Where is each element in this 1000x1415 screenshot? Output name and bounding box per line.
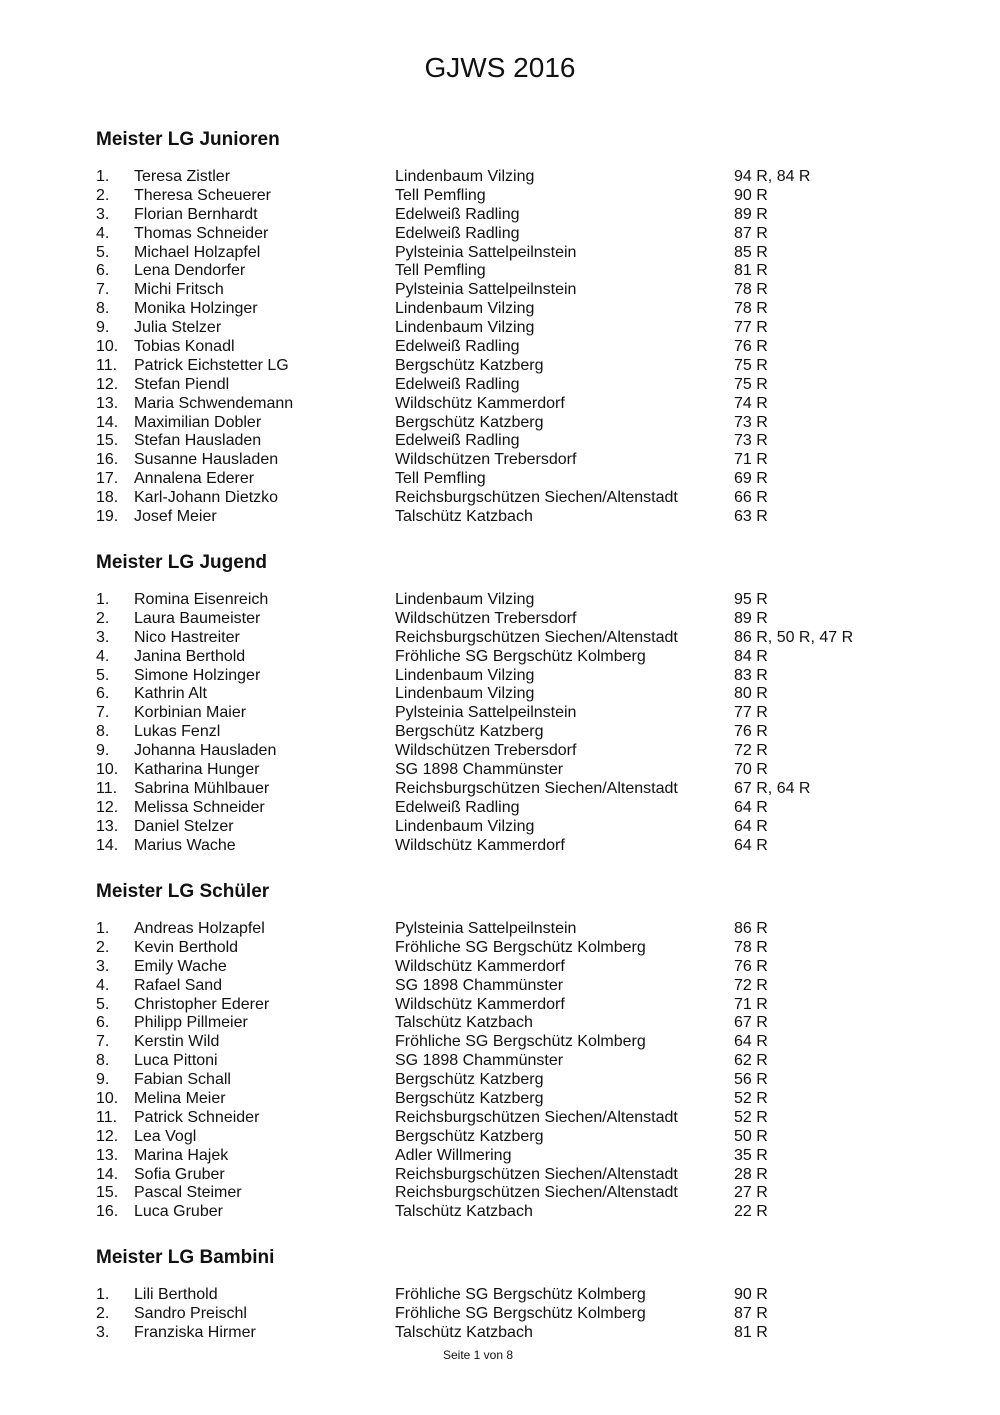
name-cell: Korbinian Maier xyxy=(134,704,247,722)
result-row xyxy=(96,1324,916,1343)
name-cell: Marina Hajek xyxy=(134,1146,229,1164)
result-row xyxy=(96,1052,916,1071)
score-cell: 64 R xyxy=(734,817,768,835)
rank-cell: 12. xyxy=(96,798,119,816)
rank-cell: 14. xyxy=(96,1165,119,1183)
score-cell: 64 R xyxy=(734,1033,768,1051)
rank-cell: 6. xyxy=(96,262,110,280)
score-cell: 52 R xyxy=(734,1108,768,1126)
score-cell: 27 R xyxy=(734,1184,768,1202)
result-row xyxy=(96,319,916,338)
club-cell: Bergschütz Katzberg xyxy=(395,1090,544,1108)
rank-cell: 4. xyxy=(96,976,110,994)
score-cell: 89 R xyxy=(734,205,768,223)
club-cell: Edelweiß Radling xyxy=(395,224,520,242)
name-cell: Theresa Scheuerer xyxy=(134,186,271,204)
rank-cell: 1. xyxy=(96,920,110,937)
result-row xyxy=(96,958,916,977)
score-cell: 71 R xyxy=(734,451,768,469)
club-cell: Bergschütz Katzberg xyxy=(395,413,544,431)
result-row xyxy=(96,395,916,414)
section-heading: Meister LG Junioren xyxy=(96,129,280,150)
name-cell: Stefan Piendl xyxy=(134,375,230,393)
club-cell: Fröhliche SG Bergschütz Kolmberg xyxy=(395,1286,646,1303)
rank-cell: 14. xyxy=(96,836,119,854)
rank-cell: 11. xyxy=(96,779,118,797)
rank-cell: 2. xyxy=(96,938,110,956)
rank-cell: 8. xyxy=(96,723,110,741)
name-cell: Laura Baumeister xyxy=(134,609,261,627)
rank-cell: 19. xyxy=(96,508,119,526)
result-row xyxy=(96,996,916,1015)
section-jugend xyxy=(96,551,916,855)
score-cell: 50 R xyxy=(734,1127,768,1145)
rank-cell: 1. xyxy=(96,591,110,608)
score-cell: 85 R xyxy=(734,243,768,261)
rank-cell: 16. xyxy=(96,451,119,469)
result-row xyxy=(96,1166,916,1185)
result-row xyxy=(96,206,916,225)
club-cell: Pylsteinia Sattelpeilnstein xyxy=(395,704,577,722)
club-cell: Edelweiß Radling xyxy=(395,338,520,356)
result-row xyxy=(96,1090,916,1109)
name-cell: Kevin Berthold xyxy=(134,938,239,956)
result-row xyxy=(96,1071,916,1090)
name-cell: Lena Dendorfer xyxy=(134,262,246,280)
rank-cell: 2. xyxy=(96,1304,110,1322)
name-cell: Kathrin Alt xyxy=(134,685,207,703)
name-cell: Kerstin Wild xyxy=(134,1033,220,1051)
name-cell: Andreas Holzapfel xyxy=(134,920,265,937)
section-junioren xyxy=(96,128,916,527)
result-row xyxy=(96,591,916,610)
rank-cell: 14. xyxy=(96,413,119,431)
rank-cell: 6. xyxy=(96,1014,110,1032)
name-cell: Thomas Schneider xyxy=(134,224,269,242)
rank-cell: 1. xyxy=(96,168,110,185)
club-cell: Bergschütz Katzberg xyxy=(395,356,544,374)
name-cell: Maximilian Dobler xyxy=(134,413,262,431)
rank-cell: 3. xyxy=(96,957,110,975)
rank-cell: 10. xyxy=(96,1090,119,1108)
name-cell: Annalena Ederer xyxy=(134,470,255,488)
result-row xyxy=(96,508,916,527)
club-cell: Lindenbaum Vilzing xyxy=(395,817,535,835)
score-cell: 67 R xyxy=(734,1014,768,1032)
name-cell: Karl-Johann Dietzko xyxy=(134,489,279,507)
rank-cell: 10. xyxy=(96,761,119,779)
section-heading: Meister LG Bambini xyxy=(96,1247,275,1268)
score-cell: 64 R xyxy=(734,798,768,816)
rank-cell: 9. xyxy=(96,319,110,337)
club-cell: Lindenbaum Vilzing xyxy=(395,666,535,684)
club-cell: Tell Pemfling xyxy=(395,470,486,488)
club-cell: Reichsburgschützen Siechen/Altenstadt xyxy=(395,489,678,507)
result-row xyxy=(96,470,916,489)
score-cell: 69 R xyxy=(734,470,768,488)
score-cell: 94 R, 84 R xyxy=(734,168,811,185)
results-list xyxy=(96,168,916,527)
score-cell: 72 R xyxy=(734,742,768,760)
score-cell: 72 R xyxy=(734,976,768,994)
score-cell: 76 R xyxy=(734,723,768,741)
rank-cell: 15. xyxy=(96,432,119,450)
result-row xyxy=(96,244,916,263)
result-row xyxy=(96,432,916,451)
name-cell: Fabian Schall xyxy=(134,1071,231,1089)
name-cell: Patrick Eichstetter LG xyxy=(134,356,289,374)
rank-cell: 7. xyxy=(96,281,110,299)
name-cell: Marius Wache xyxy=(134,836,236,854)
result-row xyxy=(96,489,916,508)
score-cell: 84 R xyxy=(734,647,768,665)
result-row xyxy=(96,281,916,300)
club-cell: Reichsburgschützen Siechen/Altenstadt xyxy=(395,1165,678,1183)
name-cell: Janina Berthold xyxy=(134,647,246,665)
result-row xyxy=(96,977,916,996)
result-row xyxy=(96,704,916,723)
name-cell: Michael Holzapfel xyxy=(134,243,261,261)
rank-cell: 9. xyxy=(96,1071,110,1089)
name-cell: Susanne Hausladen xyxy=(134,451,279,469)
score-cell: 77 R xyxy=(734,319,768,337)
rank-cell: 5. xyxy=(96,995,110,1013)
result-row xyxy=(96,629,916,648)
club-cell: Edelweiß Radling xyxy=(395,798,520,816)
result-row xyxy=(96,667,916,686)
rank-cell: 5. xyxy=(96,666,110,684)
result-row xyxy=(96,262,916,281)
score-cell: 76 R xyxy=(734,338,768,356)
club-cell: Fröhliche SG Bergschütz Kolmberg xyxy=(395,1304,646,1322)
score-cell: 73 R xyxy=(734,413,768,431)
name-cell: Katharina Hunger xyxy=(134,761,260,779)
result-row xyxy=(96,1109,916,1128)
score-cell: 87 R xyxy=(734,224,768,242)
score-cell: 74 R xyxy=(734,394,768,412)
club-cell: Bergschütz Katzberg xyxy=(395,1071,544,1089)
result-row xyxy=(96,451,916,470)
rank-cell: 11. xyxy=(96,1108,118,1126)
rank-cell: 2. xyxy=(96,186,110,204)
score-cell: 66 R xyxy=(734,489,768,507)
rank-cell: 9. xyxy=(96,742,110,760)
result-row xyxy=(96,414,916,433)
result-row xyxy=(96,799,916,818)
score-cell: 63 R xyxy=(734,508,768,526)
rank-cell: 12. xyxy=(96,375,119,393)
result-row xyxy=(96,1147,916,1166)
score-cell: 70 R xyxy=(734,761,768,779)
name-cell: Philipp Pillmeier xyxy=(134,1014,248,1032)
rank-cell: 3. xyxy=(96,1323,110,1341)
result-row xyxy=(96,1286,916,1305)
score-cell: 67 R, 64 R xyxy=(734,779,811,797)
name-cell: Monika Holzinger xyxy=(134,300,258,318)
result-row xyxy=(96,1305,916,1324)
result-row xyxy=(96,761,916,780)
name-cell: Luca Gruber xyxy=(134,1203,223,1221)
result-row xyxy=(96,920,916,939)
name-cell: Lili Berthold xyxy=(134,1286,218,1303)
score-cell: 86 R xyxy=(734,920,768,937)
name-cell: Rafael Sand xyxy=(134,976,223,994)
name-cell: Josef Meier xyxy=(134,508,217,526)
name-cell: Patrick Schneider xyxy=(134,1108,260,1126)
score-cell: 78 R xyxy=(734,300,768,318)
club-cell: Fröhliche SG Bergschütz Kolmberg xyxy=(395,647,646,665)
name-cell: Florian Bernhardt xyxy=(134,205,258,223)
score-cell: 52 R xyxy=(734,1090,768,1108)
results-list xyxy=(96,920,916,1222)
name-cell: Michi Fritsch xyxy=(134,281,224,299)
score-cell: 64 R xyxy=(734,836,768,854)
club-cell: Edelweiß Radling xyxy=(395,375,520,393)
club-cell: Lindenbaum Vilzing xyxy=(395,168,535,185)
club-cell: Wildschütz Kammerdorf xyxy=(395,995,565,1013)
score-cell: 75 R xyxy=(734,356,768,374)
score-cell: 81 R xyxy=(734,262,768,280)
club-cell: SG 1898 Chammünster xyxy=(395,1052,564,1070)
club-cell: Wildschützen Trebersdorf xyxy=(395,451,577,469)
club-cell: Fröhliche SG Bergschütz Kolmberg xyxy=(395,1033,646,1051)
name-cell: Stefan Hausladen xyxy=(134,432,262,450)
result-row xyxy=(96,225,916,244)
result-row xyxy=(96,300,916,319)
name-cell: Tobias Konadl xyxy=(134,338,235,356)
score-cell: 28 R xyxy=(734,1165,768,1183)
rank-cell: 8. xyxy=(96,300,110,318)
club-cell: Lindenbaum Vilzing xyxy=(395,685,535,703)
score-cell: 75 R xyxy=(734,375,768,393)
club-cell: Reichsburgschützen Siechen/Altenstadt xyxy=(395,779,678,797)
section-bambini xyxy=(96,1246,916,1343)
result-row xyxy=(96,187,916,206)
club-cell: Tell Pemfling xyxy=(395,186,486,204)
rank-cell: 13. xyxy=(96,1146,119,1164)
rank-cell: 4. xyxy=(96,224,110,242)
club-cell: SG 1898 Chammünster xyxy=(395,976,564,994)
rank-cell: 18. xyxy=(96,489,119,507)
score-cell: 83 R xyxy=(734,666,768,684)
result-row xyxy=(96,648,916,667)
club-cell: Bergschütz Katzberg xyxy=(395,1127,544,1145)
club-cell: Wildschütz Kammerdorf xyxy=(395,957,565,975)
club-cell: Wildschütz Kammerdorf xyxy=(395,836,565,854)
score-cell: 22 R xyxy=(734,1203,768,1221)
rank-cell: 2. xyxy=(96,609,110,627)
result-row xyxy=(96,685,916,704)
results-list xyxy=(96,1286,916,1343)
score-cell: 78 R xyxy=(734,281,768,299)
club-cell: Lindenbaum Vilzing xyxy=(395,319,535,337)
name-cell: Melina Meier xyxy=(134,1090,226,1108)
page-title: GJWS 2016 xyxy=(424,52,576,83)
club-cell: Adler Willmering xyxy=(395,1146,512,1164)
score-cell: 90 R xyxy=(734,1286,768,1303)
rank-cell: 11. xyxy=(96,356,118,374)
club-cell: Pylsteinia Sattelpeilnstein xyxy=(395,281,577,299)
results-list xyxy=(96,591,916,855)
result-row xyxy=(96,168,916,187)
name-cell: Daniel Stelzer xyxy=(134,817,234,835)
section-heading: Meister LG Schüler xyxy=(96,881,270,902)
score-cell: 76 R xyxy=(734,957,768,975)
result-row xyxy=(96,1033,916,1052)
result-row xyxy=(96,357,916,376)
score-cell: 86 R, 50 R, 47 R xyxy=(734,628,854,646)
rank-cell: 3. xyxy=(96,205,110,223)
rank-cell: 17. xyxy=(96,470,119,488)
name-cell: Lukas Fenzl xyxy=(134,723,221,741)
result-row xyxy=(96,338,916,357)
score-cell: 87 R xyxy=(734,1304,768,1322)
section-heading: Meister LG Jugend xyxy=(96,552,268,573)
name-cell: Sofia Gruber xyxy=(134,1165,225,1183)
rank-cell: 13. xyxy=(96,394,119,412)
club-cell: Tell Pemfling xyxy=(395,262,486,280)
rank-cell: 1. xyxy=(96,1286,110,1303)
club-cell: Bergschütz Katzberg xyxy=(395,723,544,741)
name-cell: Sandro Preischl xyxy=(134,1304,247,1322)
result-row xyxy=(96,1184,916,1203)
rank-cell: 7. xyxy=(96,704,110,722)
score-cell: 89 R xyxy=(734,609,768,627)
club-cell: Pylsteinia Sattelpeilnstein xyxy=(395,920,577,937)
name-cell: Maria Schwendemann xyxy=(134,394,294,412)
club-cell: Pylsteinia Sattelpeilnstein xyxy=(395,243,577,261)
name-cell: Lea Vogl xyxy=(134,1127,197,1145)
name-cell: Emily Wache xyxy=(134,957,227,975)
result-row xyxy=(96,376,916,395)
score-cell: 80 R xyxy=(734,685,768,703)
score-cell: 78 R xyxy=(734,938,768,956)
result-row xyxy=(96,939,916,958)
result-row xyxy=(96,1203,916,1222)
score-cell: 62 R xyxy=(734,1052,768,1070)
rank-cell: 16. xyxy=(96,1203,119,1221)
club-cell: SG 1898 Chammünster xyxy=(395,761,564,779)
club-cell: Edelweiß Radling xyxy=(395,432,520,450)
name-cell: Christopher Ederer xyxy=(134,995,270,1013)
result-row xyxy=(96,818,916,837)
name-cell: Sabrina Mühlbauer xyxy=(134,779,270,797)
score-cell: 81 R xyxy=(734,1323,768,1341)
club-cell: Wildschützen Trebersdorf xyxy=(395,742,577,760)
rank-cell: 6. xyxy=(96,685,110,703)
name-cell: Romina Eisenreich xyxy=(134,591,269,608)
rank-cell: 4. xyxy=(96,647,110,665)
club-cell: Lindenbaum Vilzing xyxy=(395,591,535,608)
club-cell: Edelweiß Radling xyxy=(395,205,520,223)
club-cell: Talschütz Katzbach xyxy=(395,1203,533,1221)
club-cell: Fröhliche SG Bergschütz Kolmberg xyxy=(395,938,646,956)
club-cell: Wildschützen Trebersdorf xyxy=(395,609,577,627)
result-row xyxy=(96,1128,916,1147)
result-row xyxy=(96,837,916,856)
rank-cell: 10. xyxy=(96,338,119,356)
result-row xyxy=(96,780,916,799)
name-cell: Pascal Steimer xyxy=(134,1184,242,1202)
section-schueler xyxy=(96,880,916,1222)
score-cell: 77 R xyxy=(734,704,768,722)
club-cell: Talschütz Katzbach xyxy=(395,1014,533,1032)
score-cell: 56 R xyxy=(734,1071,768,1089)
club-cell: Reichsburgschützen Siechen/Altenstadt xyxy=(395,628,678,646)
rank-cell: 13. xyxy=(96,817,119,835)
club-cell: Reichsburgschützen Siechen/Altenstadt xyxy=(395,1184,678,1202)
club-cell: Talschütz Katzbach xyxy=(395,508,533,526)
rank-cell: 12. xyxy=(96,1127,119,1145)
score-cell: 71 R xyxy=(734,995,768,1013)
result-row xyxy=(96,723,916,742)
result-row xyxy=(96,610,916,629)
name-cell: Simone Holzinger xyxy=(134,666,261,684)
club-cell: Wildschütz Kammerdorf xyxy=(395,394,565,412)
name-cell: Nico Hastreiter xyxy=(134,628,240,646)
page-number: Seite 1 von 8 xyxy=(442,1348,514,1362)
name-cell: Julia Stelzer xyxy=(134,319,222,337)
score-cell: 90 R xyxy=(734,186,768,204)
club-cell: Talschütz Katzbach xyxy=(395,1323,533,1341)
name-cell: Johanna Hausladen xyxy=(134,742,277,760)
rank-cell: 15. xyxy=(96,1184,119,1202)
rank-cell: 8. xyxy=(96,1052,110,1070)
score-cell: 95 R xyxy=(734,591,768,608)
score-cell: 35 R xyxy=(734,1146,768,1164)
result-row xyxy=(96,742,916,761)
club-cell: Reichsburgschützen Siechen/Altenstadt xyxy=(395,1108,678,1126)
name-cell: Luca Pittoni xyxy=(134,1052,218,1070)
name-cell: Melissa Schneider xyxy=(134,798,265,816)
rank-cell: 7. xyxy=(96,1033,110,1051)
rank-cell: 3. xyxy=(96,628,110,646)
club-cell: Lindenbaum Vilzing xyxy=(395,300,535,318)
result-row xyxy=(96,1014,916,1033)
score-cell: 73 R xyxy=(734,432,768,450)
name-cell: Franziska Hirmer xyxy=(134,1323,256,1341)
name-cell: Teresa Zistler xyxy=(134,168,231,185)
rank-cell: 5. xyxy=(96,243,110,261)
